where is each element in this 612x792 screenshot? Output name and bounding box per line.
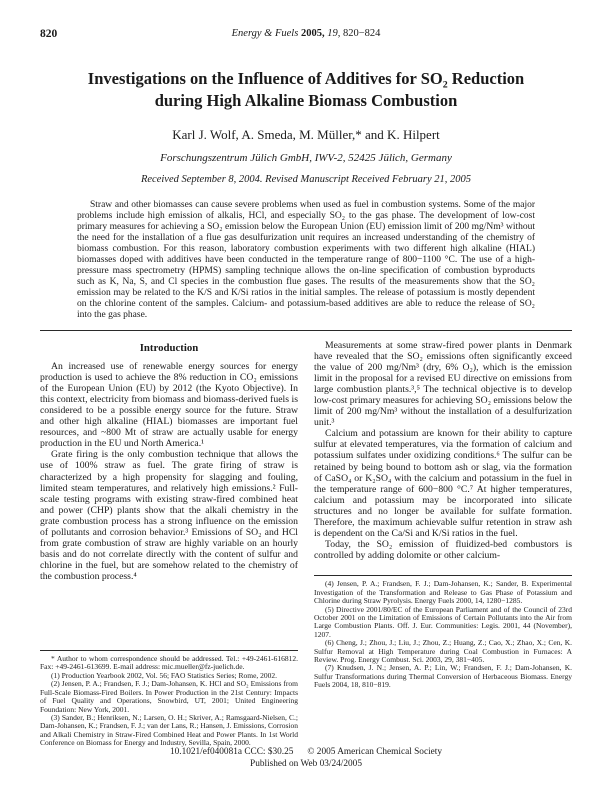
published-line: Published on Web 03/24/2005: [250, 758, 362, 769]
reference-1: (1) Production Yearbook 2002, Vol. 56; FAO Statistics Series; Rome, 2002.: [51, 670, 278, 680]
copyright-text: © 2005 American Chemical Society: [307, 747, 443, 757]
body-paragraph-4: Calcium and potassium are known for their ability to capture sulfur at elevated temperatures, via the formation of calcium and potassium sulfates under oxidizing conditions.⁶ The sulfur can be retained by being bound to bottom ash or slag, via the formation of CaSO₄ or K₂SO₄ with the calcium and potassium in the fuel in the temperature range of 600−800 °C.⁷ At higher temperatures, calcium and potassium may be incorporated into silicate structures and no longer be available for sulfate formation. Therefore, the maximum achievable sulfur retention in straw ash is dependent on the Ca/Si and K/Si ratios in the fuel.: [314, 428, 572, 540]
reference-5: (5) Directive 2001/80/EC of the European Parliament and of the Council of 23rd October 2001 on the Limitation of Emissions of Certain Pollutants into the Air from Large Combustion Plants. Off. J. Eur. Communities: Legis. 2001, 44 (November), 1207.: [314, 604, 572, 639]
intro-paragraph-2: Grate firing is the only combustion technique that allows the use of 100% straw as fuel. The grate firing of straw is characterized by a high propensity for slagging and fouling, limited steam temperatures, and relatively high emissions.² Full-scale testing programs with existing straw-fired combined heat and power (CHP) plants show that the alkali chemistry in the grate combustion process has a strong influence on the emission of pollutants and corrosion behavior.³ Emissions of SO₂ and HCl from grate combustion of straw are highly variable on an hourly basis and do not correlate directly with the content of sulfur and chlorine in the fuel, but are somehow related to the chemistry of the combustion process.⁴: [40, 449, 298, 583]
running-head-pages: 820−824: [342, 28, 381, 39]
page-number: 820: [40, 28, 58, 40]
running-head-journal: Energy & Fuels: [231, 28, 299, 39]
body-paragraph-3: Measurements at some straw-fired power plants in Denmark have revealed that the SO₂ emissions often significantly exceed the value of 200 mg/Nm³ (dry, 6% O₂), which is the emission limit in the proposal for a revised EU directive on emissions from large combustion plants.³,⁵ The technical objective is to develop low-cost primary measures for achieving SO₂ emissions below the limit of 200 mg/Nm³ without the installation of a desulfurization unit.³: [314, 339, 572, 429]
reference-7: (7) Knudsen, J. N.; Jensen, A. P.; Lin, W.; Frandsen, F. J.; Dam-Johansen, K. Sulfur Transformations during Thermal Conversion of Herbaceous Biomass. Energy Fuels 2004, 18, 810−819.: [314, 663, 572, 690]
received-line: Received September 8, 2004. Revised Manuscript Received February 21, 2005: [140, 173, 472, 185]
affiliation-line: Forschungszentrum Jülich GmbH, IWV-2, 52425 Jülich, Germany: [160, 151, 452, 164]
paper-title: Investigations on the Influence of Additives for SO₂ Reduction during High Alkaline Biomass Combustion: [87, 69, 525, 110]
running-head: [40, 28, 572, 39]
running-head-year: 2005,: [300, 28, 325, 39]
left-column: [40, 340, 298, 748]
doi-copyright-line: [0, 747, 612, 759]
reference-6: (6) Cheng, J.; Zhou, J.; Liu, J.; Zhou, Z.; Huang, Z.; Cao, X.; Zhao, X.; Cen, K. Sulfur Removal at High Temperature during Coal Combustion in Furnaces: A Review. Prog. Energy Combust. Sci. 2003, 29, 381−405.: [314, 638, 572, 665]
reference-2: (2) Jensen, P. A.; Frandsen, F. J.; Dam-Johansen, K. HCl and SO₂ Emissions from Full-Scale Biomass-Fired Boilers. In Power Production in the 21st Century: Impacts of Fuel Quality and Operations, Snowbird, UT, 2001; United Engineering Foundation: New York, 2001.: [40, 679, 298, 714]
intro-paragraph-1: An increased use of renewable energy sources for energy production is used to achieve the 8% reduction in CO₂ emissions of the European Union (EU) by 2012 (the Kyoto Objective). In this context, electricity from biomass and biomass-derived fuels is considered to be a possible energy source for the future. Straw and other high alkaline (HIAL) biomasses are important fuel resources, and ~800 Mt of straw are actually usable for energy production in the EU und North America.¹: [40, 360, 298, 450]
authors-line: Karl J. Wolf, A. Smeda, M. Müller,* and K. Hilpert: [172, 126, 440, 142]
section-heading-introduction: Introduction: [139, 341, 199, 354]
reference-4: (4) Jensen, P. A.; Frandsen, F. J.; Dam-Johansen, K.; Sander, B. Experimental Investigation of the Transformation and Release to Gas Phase of Potassium and Chlorine during Straw Pyrolysis. Energy Fuels 2000, 14, 1280−1285.: [314, 579, 572, 606]
running-head-volume: 19,: [327, 28, 341, 39]
reference-3: (3) Sander, B.; Henriksen, N.; Larsen, O. H.; Skriver, A.; Ramsgaard-Nielsen, C.; Dam-Johansen, K.; Frandsen, F. J.; van der Lans, R.; Hansen, J. Emissions, Corrosion and Alkali Chemistry in Straw-Fired Combined Heat and Power Plants. In 1st World Conference on Biomass for Energy and Industry, Sevilla, Spain, 2000.: [40, 712, 298, 748]
doi-text: 10.1021/ef040081a CCC: $30.25: [169, 747, 294, 757]
page-footer: [0, 747, 612, 770]
right-column: [314, 340, 572, 748]
correspondence-note: * Author to whom correspondence should be addressed. Tel.: +49-2461-616812. Fax: +49-2461-613699. E-mail address: mic.mueller@fz-juelich.de.: [40, 654, 298, 672]
abstract-text: Straw and other biomasses can cause severe problems when used as fuel in combustion systems. Some of the major problems include high emission of alkalis, HCl, and especially SO₂ to the gas phase. The development of low-cost primary measures for achieving a SO₂ emission below the European Union (EU) emission limit of 200 mg/Nm³ without the need for the installation of a flue gas desulfurization unit requires an increased understanding of the chemistry of biomass combustion. For this reason, laboratory combustion experiments with two different high alkaline (HIAL) biomasses doped with additives have been conducted in the temperature range of 800−1100 °C. The use of a high-pressure mass spectrometry (HPMS) sampling technique allows the on-line specification of combustion byproducts such as K, Na, S, and Cl species in the combustion flue gases. The results of the measurements show that the SO₂ emission may be related to the K/S and K/Si ratios in the initial samples. The release of potassium is mostly dependent on the chlorine content of the samples. Calcium- and potassium-based additives are able to reduce the release of SO₂ into the gas phase.: [77, 199, 535, 320]
page-header: [40, 28, 572, 44]
body-paragraph-5: Today, the SO₂ emission of fluidized-bed combustors is controlled by adding dolomite or other calcium-: [314, 539, 572, 562]
right-footnotes: [314, 575, 572, 689]
abstract-divider: [40, 330, 572, 331]
left-footnotes: [40, 650, 298, 747]
two-column-body: [40, 340, 572, 748]
